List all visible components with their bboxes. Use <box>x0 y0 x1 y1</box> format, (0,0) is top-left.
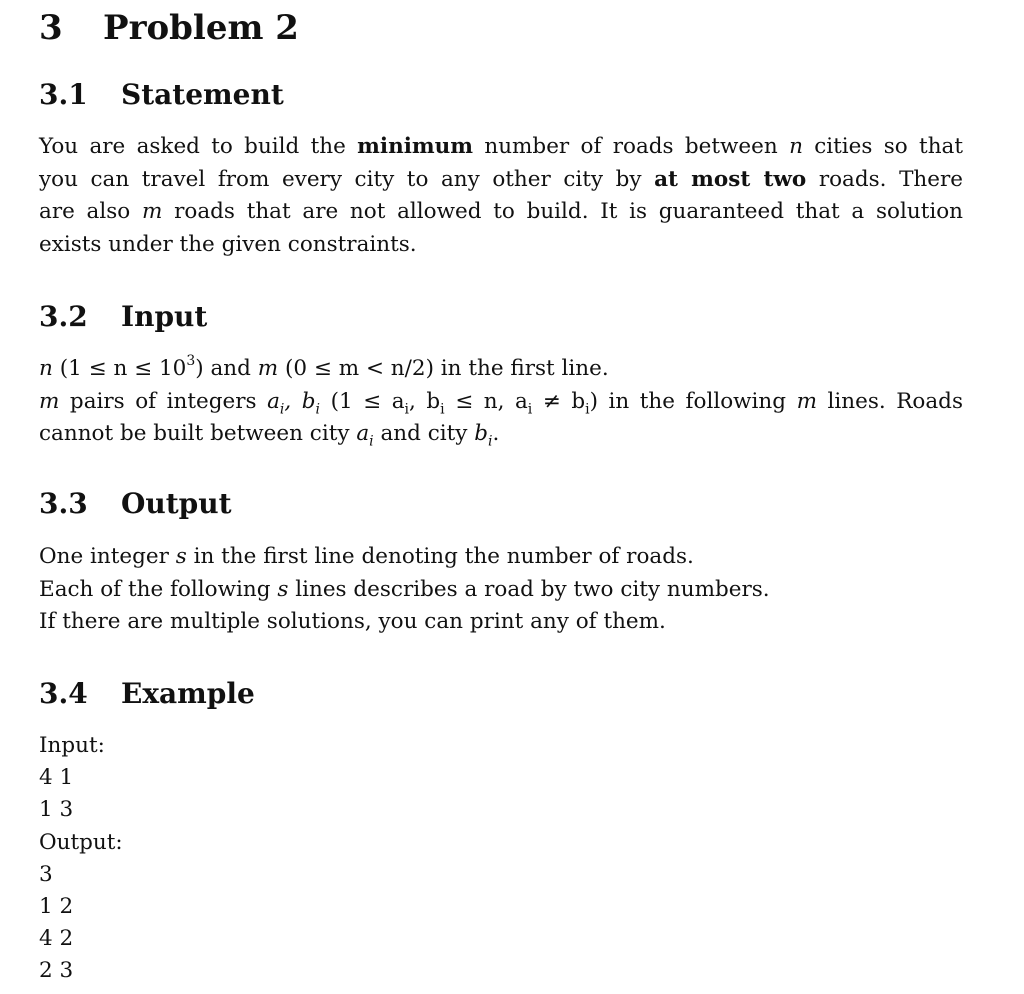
example-heading <box>39 677 255 710</box>
output-paragraph <box>39 541 770 639</box>
input-number: 3.2 <box>39 300 88 333</box>
section-title: Problem 2 <box>103 8 299 48</box>
input-line-2: m pairs of integers $a_i$, $b_i$ ($1 \le a_i$, $b_i \le n$, $a_i \ne b_i$) in the following m lines. Roads <box>39 388 963 417</box>
input-heading <box>39 300 207 333</box>
output-heading <box>39 487 232 520</box>
example-output-line: 1 2 <box>39 894 74 920</box>
example-output-line: 4 2 <box>39 926 74 952</box>
statement-line-3: are also m roads that are not allowed to build. It is guaranteed that a solution <box>39 199 964 224</box>
section-heading <box>39 8 299 48</box>
example-input-label: Input: <box>39 733 105 758</box>
example-title: Example <box>121 677 255 710</box>
output-line-3: If there are multiple solutions, you can print any of them. <box>39 609 666 634</box>
statement-heading <box>39 78 284 111</box>
output-number: 3.3 <box>39 487 88 520</box>
example-output-line: 2 3 <box>39 958 74 984</box>
statement-title: Statement <box>121 78 284 111</box>
output-line-2: Each of the following s lines describes a road by two city numbers. <box>39 576 770 602</box>
statement-line-4: exists under the given constraints. <box>39 231 417 257</box>
input-line-1: n $(1 \le n \le 10^3)$ and m (0 ≤ m < n/2) in the first line. <box>39 352 609 381</box>
example-number: 3.4 <box>39 677 88 710</box>
example-input-line: 1 3 <box>39 797 74 823</box>
example-output-label: Output: <box>39 829 123 855</box>
statement-paragraph <box>39 131 963 261</box>
statement-line-2: you can travel from every city to any other city by at most two roads. There <box>39 166 963 192</box>
input-line-3: cannot be built between city $a_i$ and city $b_i$. <box>39 421 500 450</box>
input-title: Input <box>121 300 208 333</box>
input-paragraph <box>39 353 963 451</box>
example-output-line: 3 <box>39 861 53 887</box>
statement-line-1: You are asked to build the minimum number of roads between n cities so that <box>39 134 964 159</box>
statement-number: 3.1 <box>39 78 88 111</box>
output-title: Output <box>121 487 232 520</box>
example-input-line: 4 1 <box>39 765 74 791</box>
example-block <box>39 730 123 988</box>
output-line-1: One integer s in the first line denoting the number of roads. <box>39 544 694 569</box>
section-number: 3 <box>39 8 63 48</box>
